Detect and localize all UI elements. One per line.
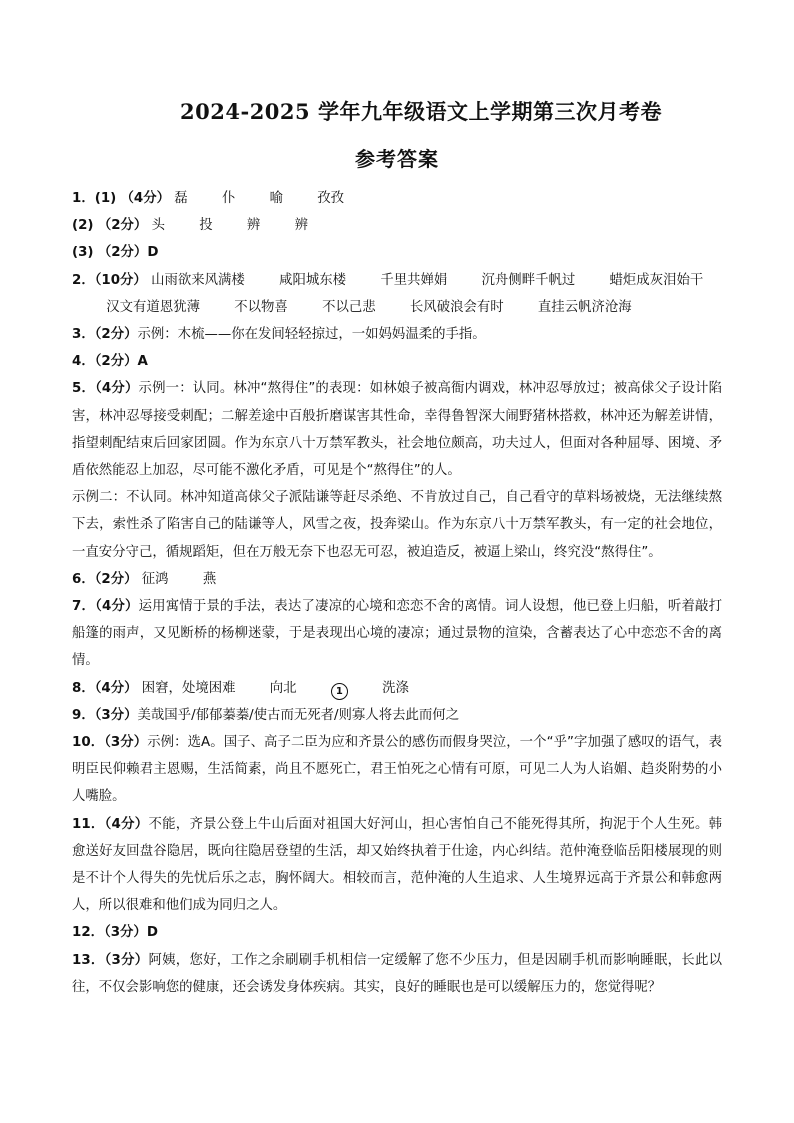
answer-score: （10分）	[94, 272, 147, 288]
answer-text: 阿姨，您好，工作之余刷刷手机相信一定缓解了您不少压力，但是因刷手机而影响睡眠，长此以往，不仅会影响您的健康，还会诱发身体疾病。其实，良好的睡眠也是可以缓解压力的，您觉得呢？	[72, 952, 723, 995]
answer-score: （2分）	[94, 571, 138, 587]
answer-number: 8．	[72, 680, 95, 696]
answer-score: （4分）	[104, 816, 149, 832]
answer-number: (3)	[72, 245, 94, 261]
answer-item: 困窘，处境困难	[141, 680, 236, 696]
answer-score: （3分）	[104, 925, 147, 941]
answer-10	[72, 729, 722, 811]
answer-score: （2分）	[94, 354, 138, 370]
answer-12	[72, 919, 722, 946]
answer-score: （4分）	[95, 599, 139, 615]
answer-13	[72, 947, 722, 1001]
answer-item: 沉舟侧畔千帆过	[481, 272, 576, 288]
answer-9	[72, 702, 722, 729]
answer-number: 13．	[72, 952, 105, 968]
answer-number: 6．	[72, 571, 95, 587]
answer-1-1	[72, 185, 722, 212]
answer-8	[72, 675, 722, 702]
answer-score: （3分）	[104, 735, 148, 751]
answer-5-example-2	[72, 484, 722, 566]
answer-number: 10．	[72, 735, 105, 751]
answer-text: 示例二：不认同。林冲知道高俅父子派陆谦等赶尽杀绝、不肯放过自己，自己看守的草料场被烧，无法继续熬下去，索性杀了陷害自己的陆谦等人，风雪之夜，投奔梁山。作为东京八十万禁军教头，有一定的社会地位，一直安分守己，循规蹈矩，但在万般无奈下也忍无可忍，被迫造反，被逼上梁山，终究没“熬得住”。	[72, 490, 722, 560]
answer-item: 不以物喜	[234, 299, 288, 315]
answer-3	[72, 321, 722, 348]
answer-number: 9．	[72, 707, 95, 723]
answer-score: （3分）	[94, 707, 138, 723]
answer-item: 汉文有道恩犹薄	[106, 299, 200, 315]
answer-item: 长风破浪会有时	[409, 299, 504, 315]
answer-score: （2分）	[97, 245, 148, 261]
answer-7	[72, 593, 722, 675]
answer-item: 咸阳城东楼	[279, 272, 347, 288]
answer-item: 蜡炬成灰泪始干	[609, 272, 704, 288]
answer-score: （3分）	[104, 952, 149, 968]
answer-text: 美哉国乎/郁郁蓁蓁/使古而无死者/则寡人将去此而何之	[137, 707, 460, 723]
answer-number: 1．(1)	[72, 191, 117, 206]
answer-item: 向北	[269, 680, 297, 696]
answer-item: 头	[151, 218, 165, 234]
answer-number: 12．	[72, 925, 105, 941]
answer-item: 磊	[174, 191, 188, 206]
answer-item: 洗涤	[382, 680, 409, 696]
answer-number: 4．	[72, 354, 95, 370]
answer-1-3	[72, 239, 722, 266]
document-title: 2024-2025 学年九年级语文上学期第三次月考卷	[180, 99, 662, 124]
answer-score: （4分）	[95, 381, 139, 397]
answer-item: 千里共婵娟	[380, 272, 448, 288]
answer-score: （2分）	[97, 218, 148, 234]
answer-item: 不以己悲	[322, 299, 376, 315]
answer-11	[72, 811, 722, 920]
answer-number: 3．	[72, 327, 95, 343]
answer-item: 辨	[294, 218, 308, 234]
document-subtitle: 参考答案	[355, 147, 439, 171]
answer-item: 山雨欲来风满楼	[151, 272, 245, 288]
answer-5	[72, 375, 722, 484]
answer-6	[72, 566, 722, 593]
answer-number: 11．	[72, 816, 105, 832]
answer-4	[72, 348, 722, 375]
answer-item: 喻	[269, 191, 283, 206]
answer-text: 不能，齐景公登上牛山后面对祖国大好河山，担心害怕自己不能死得其所，拘泥于个人生死。韩愈送好友回盘谷隐居，既向往隐居登望的生活，却又始终执着于仕途，内心纠结。范仲淹登临岳阳楼展现的则是不计个人得失的先忧后乐之志，胸怀阔大。相较而言，范仲淹的人生追求、人生境界远高于齐景公和韩愈两人，所以很难和他们成为同归之人。	[72, 816, 723, 914]
answer-item: 辨	[246, 218, 261, 234]
answer-item: 燕	[202, 571, 217, 587]
answer-item: 投	[199, 218, 213, 234]
answer-item: 孜孜	[317, 191, 345, 206]
answer-text: D	[146, 925, 158, 941]
answer-number: 5．	[72, 381, 96, 397]
answer-item: 征鸿	[141, 571, 169, 587]
answer-text: 运用寓情于景的手法，表达了凄凉的心境和恋恋不舍的离情。词人设想，他已登上归船，听着敲打船篷的雨声，又见断桥的杨柳迷蒙，于是表现出心境的凄凉；通过景物的渲染，含蓄表达了心中恋恋不舍的离情。	[72, 599, 722, 669]
answer-text: 示例一：认同。林冲“熬得住”的表现：如林娘子被高衙内调戏，林冲忍辱放过；被高俅父子设计陷害，林冲忍辱接受刺配；二解差途中百般折磨谋害其性命，幸得鲁智深大闹野猪林搭救，林冲还为解差讲情，指望刺配结束后回家团圆。作为东京八十万禁军教头，社会地位颇高，功夫过人，但面对各种屈辱、困境、矛盾依然能忍上加忍，尽可能不激化矛盾，可见是个“熬得住”的人。	[72, 381, 722, 479]
answer-number: 2．	[72, 272, 95, 288]
answer-item: 直挂云帆济沧海	[537, 299, 632, 315]
answer-text: A	[137, 354, 148, 370]
answer-score: （4分）	[94, 680, 138, 696]
answer-score: （2分）	[94, 327, 138, 343]
answer-2	[72, 267, 722, 321]
answer-list	[72, 185, 722, 1001]
circled-number-one: 1	[331, 683, 348, 700]
answer-text: 示例：木梳——你在发间轻轻掠过，一如妈妈温柔的手指。	[137, 327, 486, 343]
answer-text: D	[147, 245, 159, 261]
answer-text: 示例：选A。国子、高子二臣为应和齐景公的感伤而假身哭泣，一个“乎”字加强了感叹的语气，表明臣民仰赖君主恩赐，生活简素，尚且不愿死亡，君王怕死之心情有可原，可见二人为人谄媚、趋炎附势的小人嘴脸。	[72, 735, 722, 805]
answer-item: 仆	[221, 191, 236, 206]
answer-number: 7．	[72, 599, 96, 615]
answer-number: (2)	[72, 218, 94, 234]
answer-score: （4分）	[120, 191, 171, 206]
answer-1-2	[72, 212, 722, 239]
